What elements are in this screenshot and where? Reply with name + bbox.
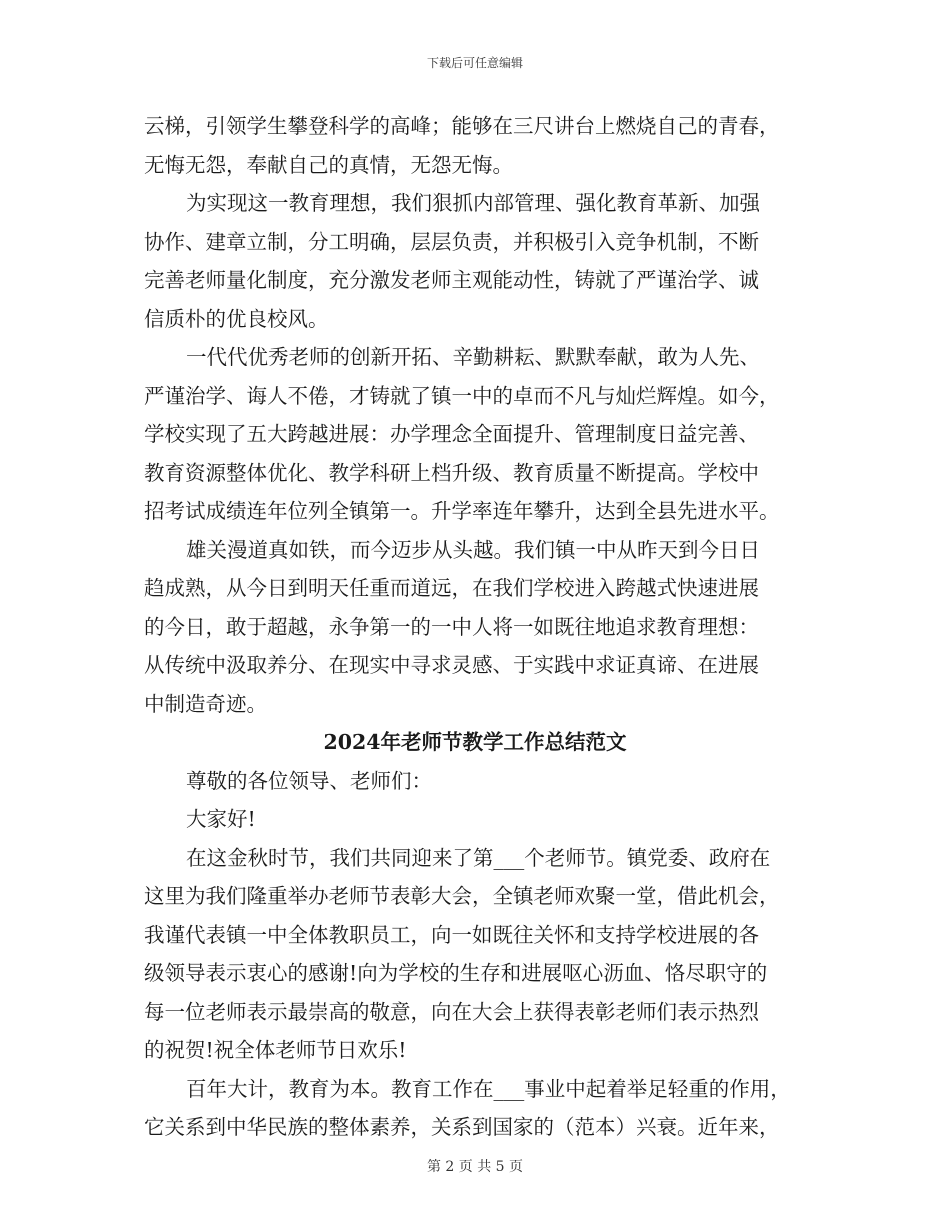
page-footer: 第 2 页 共 5 页 (426, 1159, 524, 1175)
text-line: 学校实现了五大跨越进展：办学理念全面提升、管理制度日益完善、 (144, 422, 759, 446)
paragraph-6 (144, 1070, 806, 1147)
text-line: 云梯，引领学生攀登科学的高峰；能够在三尺讲台上燃烧自己的青春， (144, 114, 780, 138)
text-line: 无悔无怨，奉献自己的真情，无怨无悔。 (144, 152, 513, 177)
text-line: 中制造奇迹。 (144, 691, 267, 716)
text-line: 招考试成绩连年位列全镇第一。升学率连年攀升，达到全县先进水平。 (144, 499, 780, 523)
paragraph-1 (144, 107, 806, 184)
text-line: 它关系到中华民族的整体素养，关系到国家的（范本）兴衰。近年来， (144, 1115, 780, 1139)
section-title: 2024年老师节教学工作总结范文 (323, 730, 627, 754)
text-line: 百年大计，教育为本。教育工作在___事业中起着举足轻重的作用， (186, 1076, 791, 1101)
text-line: 雄关漫道真如铁，而今迈步从头越。我们镇一中从昨天到今日日 (186, 537, 760, 562)
paragraph-3 (144, 338, 806, 531)
text-line: 级领导表示衷心的感谢!向为学校的生存和进展呕心沥血、恪尽职守的 (144, 961, 768, 985)
text-line: 为实现这一教育理想，我们狠抓内部管理、强化教育革新、加强 (186, 191, 760, 215)
text-line: 在这金秋时节，我们共同迎来了第___个老师节。镇党委、政府在 (186, 845, 771, 870)
text-line: 尊敬的各位领导、老师们： (186, 768, 432, 793)
paragraph-5 (144, 839, 806, 1070)
text-line: 这里为我们隆重举办老师节表彰大会，全镇老师欢聚一堂，借此机会， (144, 884, 780, 908)
text-line: 教育资源整体优化、教学科研上档升级、教育质量不断提高。学校中 (144, 460, 759, 485)
paragraph-4 (144, 531, 806, 724)
greeting (144, 762, 806, 839)
document-body (144, 107, 806, 1147)
text-line: 的今日，敢于超越，永争第一的一中人将一如既往地追求教育理想： (144, 614, 759, 639)
text-line: 每一位老师表示最崇高的敬意，向在大会上获得表彰老师们表示热烈 (144, 999, 759, 1024)
text-line: 协作、建章立制，分工明确，层层负责，并积极引入竞争机制，不断 (144, 229, 759, 254)
text-line: 严谨治学、诲人不倦，才铸就了镇一中的卓而不凡与灿烂辉煌。如今， (144, 383, 780, 408)
text-line: 趋成熟，从今日到明天任重而道远，在我们学校进入跨越式快速进展 (144, 576, 759, 600)
text-line: 大家好! (186, 807, 256, 831)
text-line: 我谨代表镇一中全体教职员工，向一如既往关怀和支持学校进展的各 (144, 922, 759, 947)
text-line: 信质朴的优良校风。 (144, 306, 329, 331)
text-line: 从传统中汲取养分、在现实中寻求灵感、于实践中求证真谛、在进展 (144, 653, 759, 677)
paragraph-2 (144, 184, 806, 338)
text-line: 一代代优秀老师的创新开拓、辛勤耕耘、默默奉献，敢为人先、 (186, 345, 760, 369)
text-line: 完善老师量化制度，充分激发老师主观能动性，铸就了严谨治学、诚 (144, 268, 759, 292)
text-line: 的祝贺!祝全体老师节日欢乐! (144, 1038, 407, 1062)
page-header: 下载后可任意编辑 (426, 56, 523, 70)
